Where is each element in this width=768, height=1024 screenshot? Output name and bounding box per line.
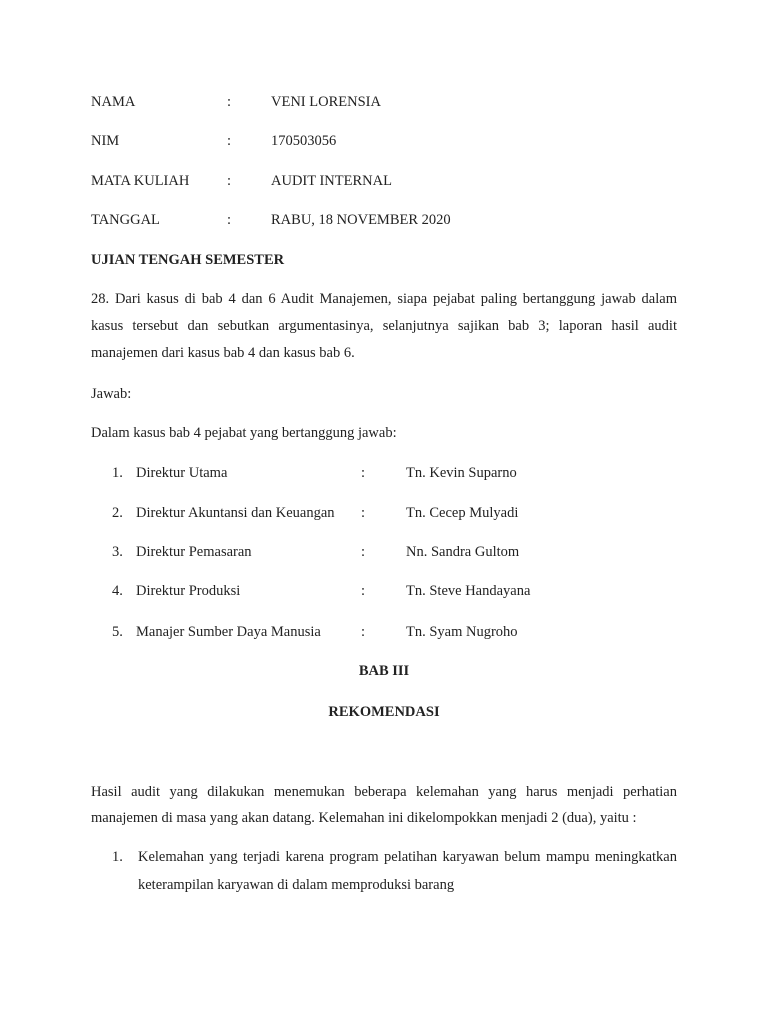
answer-label: Jawab:	[91, 386, 132, 402]
nim-label: NIM	[91, 133, 120, 149]
list-number: 2.	[112, 505, 123, 521]
official-colon: :	[361, 583, 366, 599]
chapter-title: REKOMENDASI	[328, 704, 440, 720]
date-colon: :	[227, 212, 232, 228]
official-role: Direktur Produksi	[136, 583, 241, 599]
weakness-text: Kelemahan yang terjadi karena program pelatihan karyawan belum mampu meningkatkan keterampilan karyawan di dalam memproduksi barang	[138, 849, 677, 893]
official-colon: :	[361, 465, 366, 481]
list-number: 3.	[112, 544, 123, 560]
chapter-heading: BAB III	[358, 663, 410, 679]
official-role: Direktur Akuntansi dan Keuangan	[136, 505, 335, 521]
course-colon: :	[227, 173, 232, 189]
official-role: Direktur Pemasaran	[136, 544, 252, 560]
official-name: Tn. Syam Nugroho	[406, 624, 518, 640]
official-colon: :	[361, 624, 366, 640]
nim-colon: :	[227, 133, 232, 149]
official-colon: :	[361, 505, 366, 521]
list-number: 1.	[112, 849, 123, 865]
question-paragraph: 28. Dari kasus di bab 4 dan 6 Audit Manajemen, siapa pejabat paling bertanggung jawab dalam kasus tersebut dan sebutkan argumentasinya, selanjutnya sajikan bab 3; laporan hasil audit manajemen dari kasus bab 4 dan kasus bab 6.	[91, 291, 677, 361]
official-name: Nn. Sandra Gultom	[406, 544, 520, 560]
name-colon: :	[227, 94, 232, 110]
official-role: Direktur Utama	[136, 465, 228, 481]
official-name: Tn. Cecep Mulyadi	[406, 505, 519, 521]
official-name: Tn. Steve Handayana	[406, 583, 531, 599]
date-value: RABU, 18 NOVEMBER 2020	[271, 212, 451, 228]
course-label: MATA KULIAH	[91, 173, 190, 189]
course-value: AUDIT INTERNAL	[271, 173, 392, 189]
case-intro: Dalam kasus bab 4 pejabat yang bertanggung jawab:	[91, 425, 397, 441]
official-colon: :	[361, 544, 366, 560]
date-label: TANGGAL	[91, 212, 160, 228]
name-value: VENI LORENSIA	[271, 94, 381, 110]
list-number: 1.	[112, 465, 123, 481]
recommendation-paragraph: Hasil audit yang dilakukan menemukan beberapa kelemahan yang harus menjadi perhatian manajemen di masa yang akan datang. Kelemahan ini dikelompokkan menjadi 2 (dua), yaitu :	[91, 784, 677, 826]
official-name: Tn. Kevin Suparno	[406, 465, 517, 481]
nim-value: 170503056	[271, 133, 337, 149]
name-label: NAMA	[91, 94, 136, 110]
list-number: 5.	[112, 624, 123, 640]
exam-title: UJIAN TENGAH SEMESTER	[91, 252, 285, 268]
list-number: 4.	[112, 583, 123, 599]
official-role: Manajer Sumber Daya Manusia	[136, 624, 321, 640]
